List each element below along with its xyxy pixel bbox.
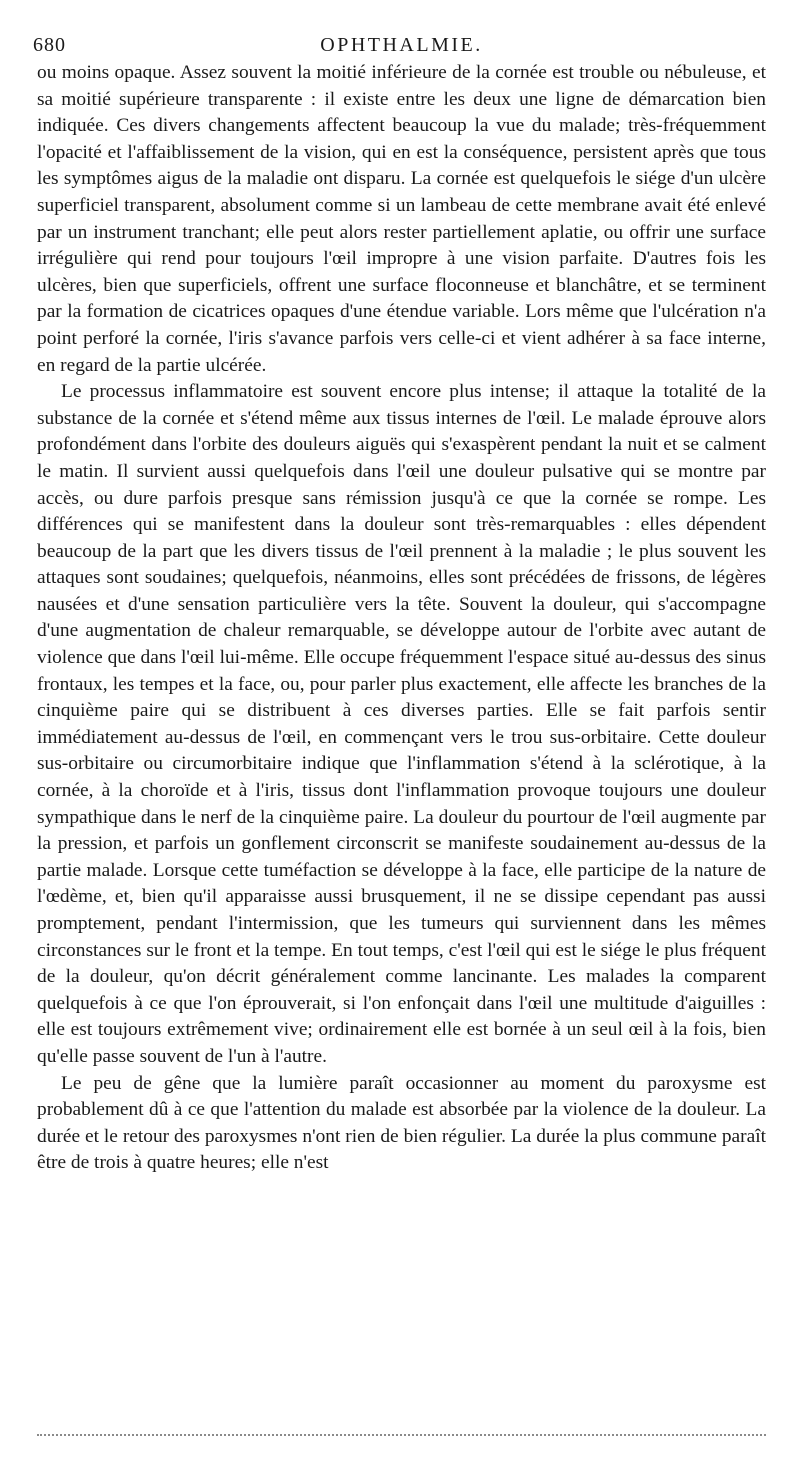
page-header <box>33 30 766 60</box>
running-title: OPHTHALMIE. <box>320 34 483 56</box>
paragraph-paroxysm: Le peu de gêne que la lumière paraît occasionner au moment du paroxysme est probablement dû à ce que l'attention du malade est absorbée par la violence de la douleur. La durée et le retour des paroxysmes n'ont rien de bien régulier. La durée la plus commune paraît être de trois à quatre heures; elle n'est <box>37 1072 766 1174</box>
paragraph-inflammatory-process: Le processus inflammatoire est souvent encore plus intense; il attaque la totalité de la substance de la cornée et s'étend même aux tissus internes de l'œil. Le malade éprouve alors profondément dans l'orbite des douleurs aiguës qui s'exaspèrent pendant la nuit et se calment le matin. Il survient aussi quelquefois dans l'œil une douleur pulsative qui se montre par accès, ou dure parfois presque sans rémission jusqu'à ce que la cornée se rompe. Les différences qui se manifestent dans la douleur sont très-remarquables : elles dépendent beaucoup de la part que les divers tissus de l'œil prennent à la maladie ; le plus souvent les attaques sont soudaines; quelquefois, néanmoins, elles sont précédées de frissons, de légères nausées et d'une sensation particulière vers la tête. Souvent la douleur, qui s'accompagne d'une augmentation de chaleur remarquable, se développe autour de l'orbite avec autant de violence que dans l'œil lui-même. Elle occupe fréquemment l'espace situé au-dessus des sinus frontaux, les tempes et la face, ou, pour parler plus exactement, elle affecte les branches de la cinquième paire qui se distribuent à ces diverses parties. Elle se fait parfois sentir immédiatement au-dessus de l'œil, en commençant vers le trou sus-orbitaire. Cette douleur sus-orbitaire ou circumorbitaire indique que l'inflammation s'étend à la sclérotique, à la cornée, à la choroïde et à l'iris, tissus dont l'inflammation provoque toujours une douleur sympathique dans le nerf de la cinquième paire. La douleur du pourtour de l'œil augmente par la pression, et parfois un gonflement circonscrit se manifeste soudainement au-dessus de la partie malade. Lorsque cette tuméfaction se développe à la face, elle participe de la nature de l'œdème, et, bien qu'il apparaisse aussi brusquement, il ne se dissipe cependant pas aussi promptement, pendant l'intermission, que les tumeurs qui surviennent dans les mêmes circonstances sur le front et la tempe. En tout temps, c'est l'œil qui est le siége le plus fréquent de la douleur, qu'on décrit généralement comme lancinante. Les malades la comparent quelquefois à ce que l'on éprouverait, si l'on enfonçait dans l'œil une multitude d'aiguilles : elle est toujours extrêmement vive; ordinairement elle est bornée à un seul œil à la fois, bien qu'elle passe souvent de l'un à l'autre. <box>37 381 766 1067</box>
footer-dotted-rule <box>37 1434 766 1436</box>
body-text <box>37 60 766 1177</box>
page-number: 680 <box>33 34 66 56</box>
paragraph-continuation: ou moins opaque. Assez souvent la moitié inférieure de la cornée est trouble ou nébuleuse, et sa moitié supérieure transparente : il existe entre les deux une ligne de démarcation bien indiquée. Ces divers changements affectent beaucoup la vue du malade; très-fréquemment l'opacité et l'affaiblissement de la vision, qui en est la conséquence, persistent après que tous les symptômes aigus de la maladie ont disparu. La cornée est quelquefois le siége d'un ulcère superficiel transparent, absolument comme si un lambeau de cette membrane avait été enlevé par un instrument tranchant; elle peut alors rester partiellement aplatie, ou offrir une surface irrégulière qui rend pour toujours l'œil impropre à une vision parfaite. D'autres fois les ulcères, bien que superficiels, offrent une surface floconneuse et blanchâtre, et se terminent par la formation de cicatrices opaques d'une étendue variable. Lors même que l'ulcération n'a point perforé la cornée, l'iris s'avance parfois vers celle-ci et vient adhérer à sa face interne, en regard de la partie ulcérée. <box>37 62 766 376</box>
book-page <box>33 30 766 1177</box>
